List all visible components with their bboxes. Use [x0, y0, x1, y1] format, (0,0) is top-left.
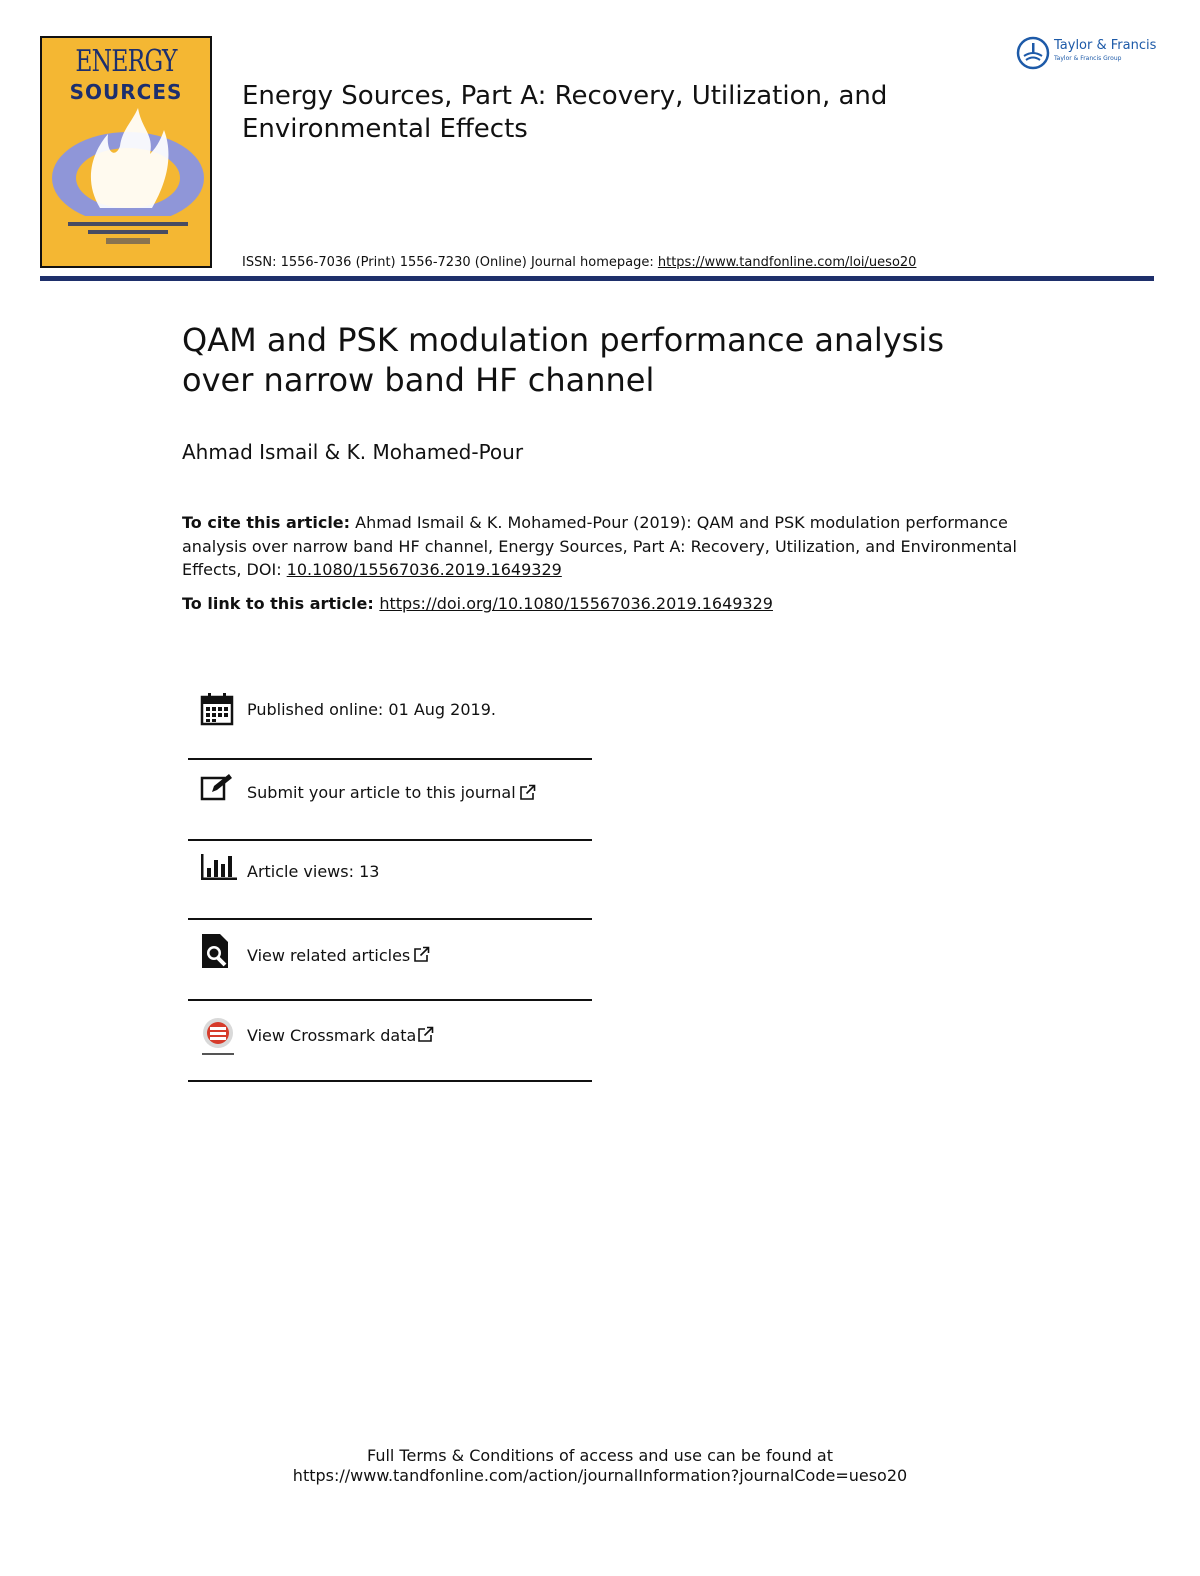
bar-chart-icon — [200, 852, 238, 882]
published-row — [188, 690, 592, 730]
article-doi-url[interactable]: https://doi.org/10.1080/15567036.2019.1649329 — [379, 594, 773, 613]
crossmark-icon — [200, 1016, 236, 1058]
cite-doi-link[interactable]: 10.1080/15567036.2019.1649329 — [286, 560, 562, 579]
crossmark-row[interactable] — [188, 1014, 592, 1058]
footer-url[interactable]: https://www.tandfonline.com/action/journalInformation?journalCode=ueso20 — [292, 1466, 908, 1485]
header-rule — [40, 276, 1154, 281]
cover-title-energy: ENERGY — [75, 44, 177, 79]
divider — [188, 918, 592, 920]
views-row — [188, 852, 592, 892]
citation-block — [182, 511, 1022, 582]
journal-homepage-link[interactable]: https://www.tandfonline.com/loi/ueso20 — [657, 255, 917, 270]
cover-title-sources: SOURCES — [69, 80, 183, 104]
related-articles-icon — [200, 932, 232, 970]
divider — [188, 999, 592, 1001]
article-views: Article views: 13 — [247, 862, 380, 881]
divider — [188, 1080, 592, 1082]
calendar-icon — [200, 692, 234, 726]
related-articles-link[interactable]: View related articles — [247, 946, 411, 965]
article-authors: Ahmad Ismail & K. Mohamed-Pour — [182, 440, 524, 464]
divider — [188, 839, 592, 841]
article-title: QAM and PSK modulation performance analysis over narrow band HF channel — [182, 321, 944, 399]
footer — [0, 1446, 1200, 1486]
cite-label: To cite this article: — [182, 513, 351, 532]
publisher-name: Taylor & Francis — [1054, 38, 1157, 53]
link-label: To link to this article: — [182, 594, 380, 613]
crossmark-link[interactable]: View Crossmark data — [247, 1026, 417, 1045]
publisher-tagline: Taylor & Francis Group — [1054, 55, 1122, 62]
divider — [188, 758, 592, 760]
footer-terms: Full Terms & Conditions of access and use can be found at — [366, 1446, 834, 1465]
issn-line — [242, 255, 916, 270]
journal-title: Energy Sources, Part A: Recovery, Utilization, and Environmental Effects — [242, 81, 888, 144]
external-link-icon — [416, 1026, 434, 1044]
cite-text: Ahmad Ismail & K. Mohamed-Pour (2019): QAM and PSK modulation performance analysis over narrow band HF channel, Energy Sources, Part A: Recovery, Utilization, and Environmental Effects, DOI: — [182, 513, 1017, 579]
external-link-icon — [518, 784, 536, 802]
article-link-line — [182, 594, 773, 613]
submit-article-link[interactable]: Submit your article to this journal — [247, 783, 516, 802]
edit-icon — [200, 772, 234, 802]
external-link-icon — [412, 946, 430, 964]
related-row[interactable] — [188, 932, 592, 972]
taylor-francis-icon — [1016, 36, 1050, 70]
issn-text: ISSN: 1556-7036 (Print) 1556-7230 (Online) Journal homepage: — [242, 255, 658, 270]
published-date: Published online: 01 Aug 2019. — [247, 700, 496, 719]
submit-row[interactable] — [188, 772, 592, 812]
publisher-logo[interactable] — [1016, 36, 1156, 70]
journal-cover — [40, 36, 212, 268]
